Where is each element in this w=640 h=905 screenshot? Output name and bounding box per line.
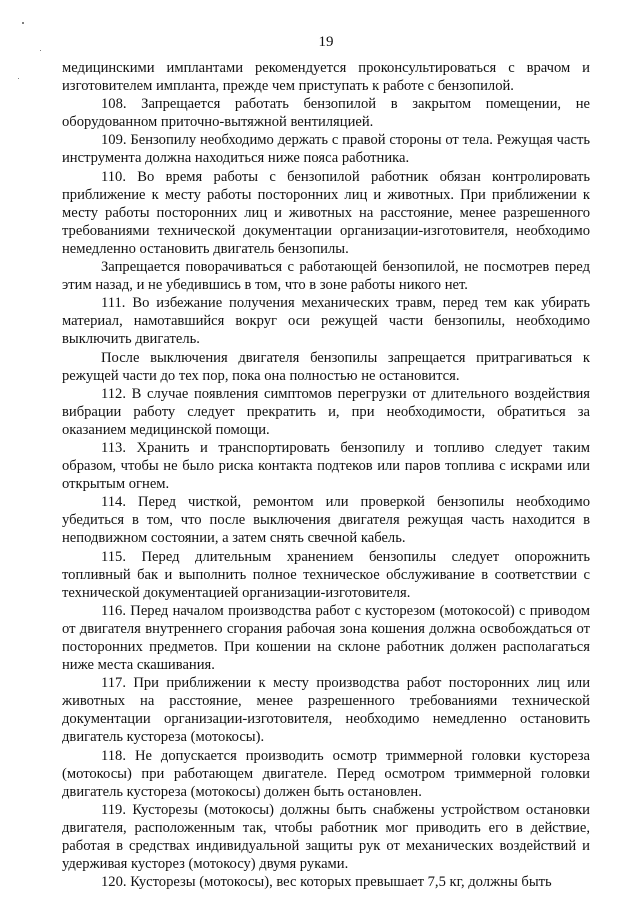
page-number: 19 (318, 34, 334, 50)
paragraph-111: 111. Во избежание получения механических травм, перед тем как убирать материал, намотавшийся вокруг оси режущей части бензопилы, необходимо выключить двигатель. (62, 295, 590, 348)
paragraph-119: 119. Кусторезы (мотокосы) должны быть снабжены устройством остановки двигателя, расположенным так, чтобы работник мог приводить его в действие, работая в средствах индивидуальной защиты рук от механических воздействий и удерживая кусторез (мотокосу) двумя руками. (62, 801, 590, 873)
scan-speck (22, 22, 24, 24)
paragraph-108: 108. Запрещается работать бензопилой в закрытом помещении, не оборудованном приточно-вытяжной вентиляцией. (62, 96, 590, 131)
paragraph-112: 112. В случае появления симптомов перегрузки от длительного воздействия вибрации работу следует прекратить и, при необходимости, обратиться за оказанием медицинской помощи. (62, 385, 590, 438)
paragraph-continuation: медицинскими имплантами рекомендуется проконсультироваться с врачом и изготовителем импланта, прежде чем приступать к работе с бензопилой. (62, 60, 590, 95)
document-page (62, 0, 590, 905)
paragraph-116: 116. Перед началом производства работ с кусторезом (мотокосой) с приводом от двигателя внутреннего сгорания рабочая зона кошения должна освобождаться от посторонних предметов. При кошении на склоне работник должен располагаться ниже места скашивания. (62, 602, 590, 674)
paragraph-117: 117. При приближении к месту производства работ посторонних лиц или животных на расстояние, менее разрешенного требованиями технической документации организации-изготовителя, необходимо немедленно остановить двигатель кустореза (мотокосы). (62, 675, 590, 746)
paragraph-115: 115. Перед длительным хранением бензопилы следует опорожнить топливный бак и выполнить полное техническое обслуживание в соответствии с технической документацией организации-изготовителя. (62, 548, 590, 601)
paragraph-109: 109. Бензопилу необходимо держать с правой стороны от тела. Режущая часть инструмента должна находиться ниже пояса работника. (62, 132, 590, 167)
document-body (62, 59, 590, 891)
paragraph-110: 110. Во время работы с бензопилой работник обязан контролировать приближение к месту работы посторонних лиц и животных. При приближении к месту работы посторонних лиц и животных на расстояние, менее разрешенного требованиями технической документации организации-изготовителя, необходимо немедленно остановить двигатель бензопилы. (62, 168, 590, 257)
paragraph-120: 120. Кусторезы (мотокосы), вес которых превышает 7,5 кг, должны быть (101, 874, 552, 891)
paragraph-111-note: После выключения двигателя бензопилы запрещается притрагиваться к режущей части до тех пор, пока она полностью не остановится. (62, 349, 590, 384)
paragraph-118: 118. Не допускается производить осмотр триммерной головки кустореза (мотокосы) при работающем двигателе. Перед осмотром триммерной головки двигатель кустореза (мотокосы) должен быть остановлен. (62, 747, 590, 800)
scan-speck (40, 50, 41, 51)
scan-speck (18, 78, 19, 79)
paragraph-113: 113. Хранить и транспортировать бензопилу и топливо следует таким образом, чтобы не было риска контакта подтеков или паров топлива с искрами или открытым огнем. (62, 439, 590, 493)
paragraph-114: 114. Перед чисткой, ремонтом или проверкой бензопилы необходимо убедиться в том, что после выключения двигателя режущая часть находится в неподвижном состоянии, а затем снять свечной кабель. (62, 494, 590, 547)
paragraph-110-note: Запрещается поворачиваться с работающей бензопилой, не посмотрев перед этим назад, и не убедившись в том, что в зоне работы никого нет. (62, 259, 590, 294)
